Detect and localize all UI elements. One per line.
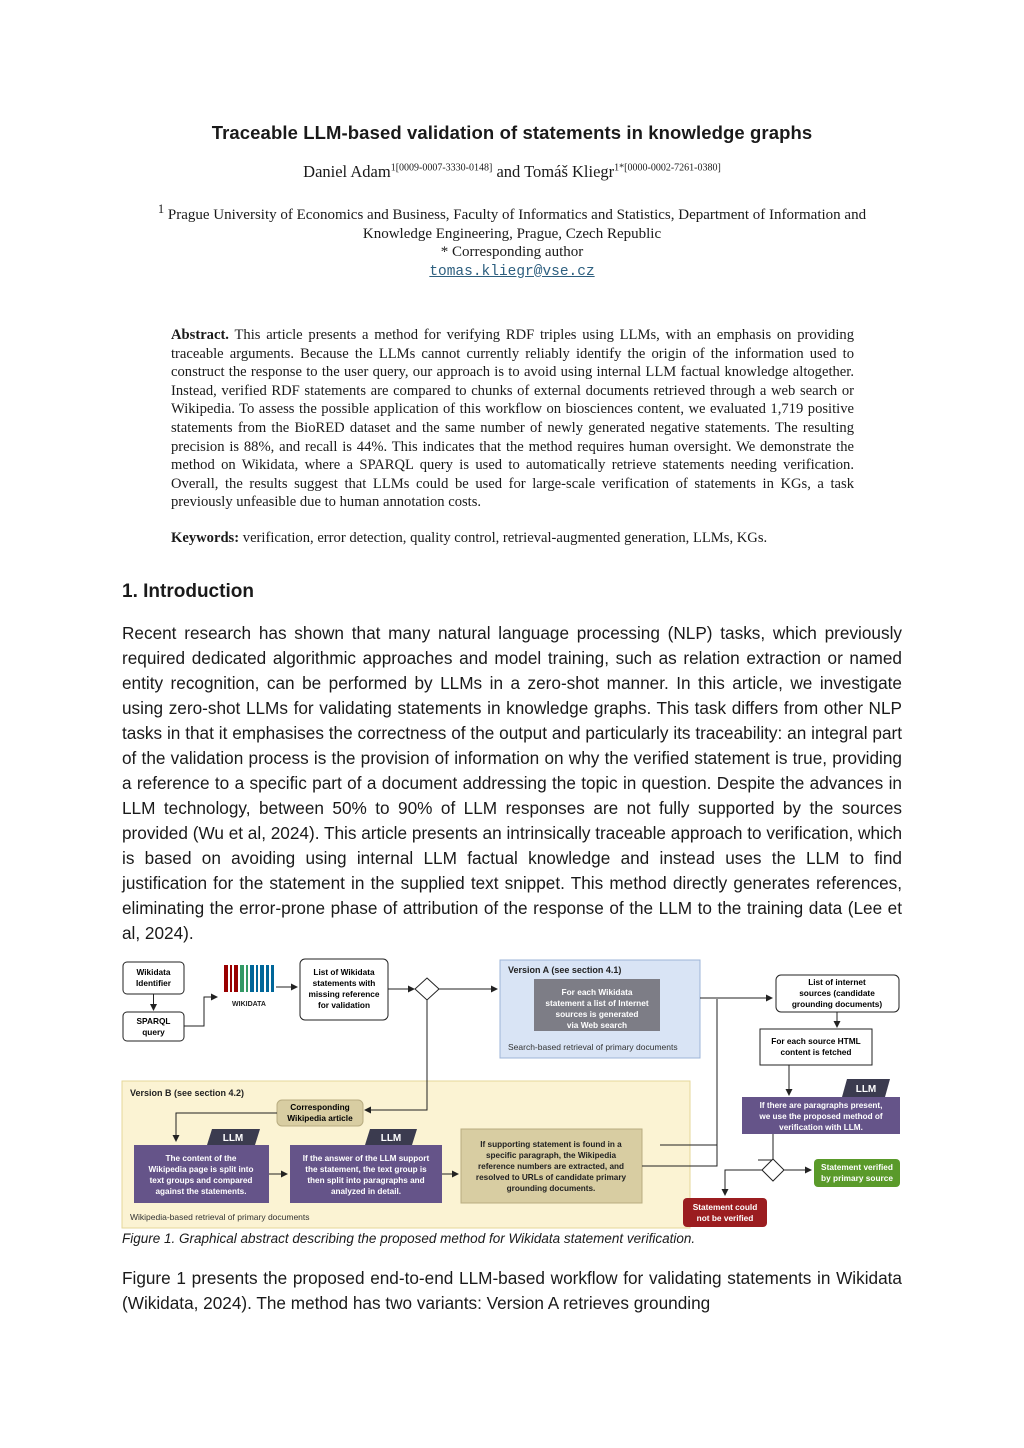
affiliation-block	[140, 200, 884, 281]
affiliation-number: 1	[157, 202, 165, 216]
fig-b1-3: against the statements.	[155, 1187, 247, 1196]
wikidata-logo	[224, 965, 274, 1008]
fig-ls-3: for validation	[317, 1000, 371, 1010]
fig-b2-0: If the answer of the LLM support	[302, 1154, 430, 1163]
corresponding-author: * Corresponding author	[440, 244, 584, 260]
fig-ls-1: statements with	[312, 978, 376, 988]
fig-b3-1: specific paragraph, the Wikipedia	[485, 1151, 617, 1160]
author-2-orcid: 1*[0000-0002-7261-0380]	[614, 162, 721, 174]
keywords-label: Keywords:	[171, 530, 240, 546]
fig-hf-0: For each source HTML	[771, 1036, 861, 1046]
keywords-text: verification, error detection, quality control, retrieval-augmented generation, LLMs, KGs.	[242, 530, 768, 546]
fig-a-line-2: sources is generated	[555, 1009, 639, 1019]
fig-a-line-1: statement a list of Internet	[545, 998, 649, 1008]
llm-label-b2: LLM	[380, 1133, 402, 1144]
fig-ls-0: List of Wikidata	[313, 967, 375, 977]
affiliation	[140, 200, 884, 243]
fig-wid-1: Identifier	[135, 978, 172, 988]
decision-diamond-2	[762, 1159, 784, 1181]
llm-label-b1: LLM	[222, 1133, 244, 1144]
fig-a-line-3: via Web search	[566, 1020, 628, 1030]
fig-wa-0: Corresponding	[290, 1102, 350, 1112]
fig-nv-0: Statement could	[692, 1202, 758, 1212]
fig-il-2: grounding documents)	[791, 999, 883, 1009]
fig-b2-1: the statement, the text group is	[305, 1165, 427, 1174]
authors	[0, 162, 1024, 182]
fig-sq-1: query	[142, 1027, 165, 1037]
fig-b1-2: text groups and compared	[149, 1176, 253, 1185]
fig-v-0: Statement verified	[821, 1162, 893, 1172]
wikidata-logo-label: WIKIDATA	[232, 1001, 266, 1008]
author-1-orcid: 1[0009-0007-3330-0148]	[390, 162, 493, 174]
section-heading-introduction: 1. Introduction	[122, 581, 254, 602]
fig-b2-3: analyzed in detail.	[330, 1187, 402, 1196]
fig-b2-2: then split into paragraphs and	[307, 1176, 425, 1185]
version-b-footer: Wikipedia-based retrieval of primary documents	[130, 1212, 310, 1222]
fig-b1-0: The content of the	[165, 1154, 237, 1163]
fig-ls-2: missing reference	[308, 989, 380, 999]
fig-b1-1: Wikipedia page is split into	[148, 1165, 254, 1174]
fig-b3-0: If supporting statement is found in a	[480, 1140, 622, 1149]
llm-label-right: LLM	[855, 1084, 877, 1095]
fig-pp-0: If there are paragraphs present,	[759, 1101, 883, 1110]
fig-wa-1: Wikipedia article	[287, 1113, 353, 1123]
intro-paragraph-1: Recent research has shown that many natural language processing (NLP) tasks, which previously required dedicated algorithmic approaches and model training, such as relation extraction or named entity recognition, can be performed by LLMs in a zero-shot manner. In this article, we investigate using zero-shot LLMs for validating statements in knowledge graphs. This task differs from other NLP tasks in that it emphasises the correctness of the output and particularly its traceability: an integral part of the validation process is the provision of information on why the verified statement is true, providing a reference to a specific part of a document addressing the topic in question. Despite the advances in LLM technology, between 50% to 90% of LLM responses are not fully supported by the sources provided (Wu et al, 2024). This article presents an intrinsically traceable approach to verification, which is based on avoiding using internal LLM factual knowledge and instead uses the LLM to find justification for the statement in the supplied text snippet. This method directly generates references, eliminating the error-prone phase of attribution of the response of the LLM to the training data (Lee et al, 2024).	[122, 623, 902, 943]
fig-pp-1: we use the proposed method of	[759, 1112, 883, 1121]
intro-paragraph-2: Figure 1 presents the proposed end-to-end LLM-based workflow for validating statements in Wikidata (Wikidata, 2024). The method has two variants: Version A retrieves grounding	[122, 1268, 902, 1313]
version-a-title: Version A (see section 4.1)	[508, 965, 622, 975]
figure-1-caption: Figure 1. Graphical abstract describing the proposed method for Wikidata statement verification.	[122, 1231, 696, 1246]
author-and: and	[496, 162, 521, 181]
email-link[interactable]: tomas.kliegr@vse.cz	[429, 263, 595, 280]
fig-il-0: List of internet	[808, 977, 866, 987]
fig-il-1: sources (candidate	[799, 988, 875, 998]
abstract-text: This article presents a method for verifying RDF triples using LLMs, with an emphasis on providing traceable arguments. Because the LLMs cannot currently reliably identify the origin of the information used to construct the response to the user query, our approach is to avoid using internal LLM factual knowledge altogether. Instead, verified RDF statements are compared to chunks of external documents retrieved through a web search or Wikipedia. To assess the possible application of this workflow on biosciences content, we evaluated 1,719 positive statements from the BioRED dataset and the same number of newly generated negative statements. The resulting precision is 88%, and recall is 44%. This indicates that the method requires human oversight. We demonstrate the method on Wikidata, where a SPARQL query is used to automatically retrieve statements needing verification. Overall, the results suggest that LLMs could be used for large-scale verification of statements in KGs, a task previously unfeasible due to human annotation costs.	[171, 327, 854, 511]
affiliation-text: Prague University of Economics and Business, Faculty of Informatics and Statistics, Department of Information and Knowledge Engineering, Prague, Czech Republic	[167, 207, 867, 242]
keywords	[171, 530, 854, 547]
paper-title: Traceable LLM-based validation of statements in knowledge graphs	[211, 122, 813, 143]
abstract	[171, 326, 854, 512]
version-b-title: Version B (see section 4.2)	[130, 1088, 245, 1098]
fig-b3-4: grounding documents.	[506, 1184, 596, 1193]
fig-b3-3: resolved to URLs of candidate primary	[475, 1173, 627, 1182]
fig-nv-1: not be verified	[696, 1213, 754, 1223]
abstract-label: Abstract.	[171, 327, 229, 343]
fig-a-line-0: For each Wikidata	[561, 987, 633, 997]
author-2: Tomáš Kliegr	[524, 162, 615, 181]
version-a-footer: Search-based retrieval of primary documents	[508, 1042, 678, 1052]
fig-wid-0: Wikidata	[136, 967, 171, 977]
figure-1-diagram	[120, 955, 905, 1232]
fig-v-1: by primary source	[821, 1173, 893, 1183]
fig-sq-0: SPARQL	[136, 1016, 171, 1026]
fig-pp-2: verification with LLM.	[779, 1123, 863, 1132]
decision-diamond-1	[415, 978, 439, 1000]
author-1: Daniel Adam	[303, 162, 391, 181]
fig-hf-1: content is fetched	[780, 1047, 852, 1057]
fig-b3-2: reference numbers are extracted, and	[477, 1162, 625, 1171]
